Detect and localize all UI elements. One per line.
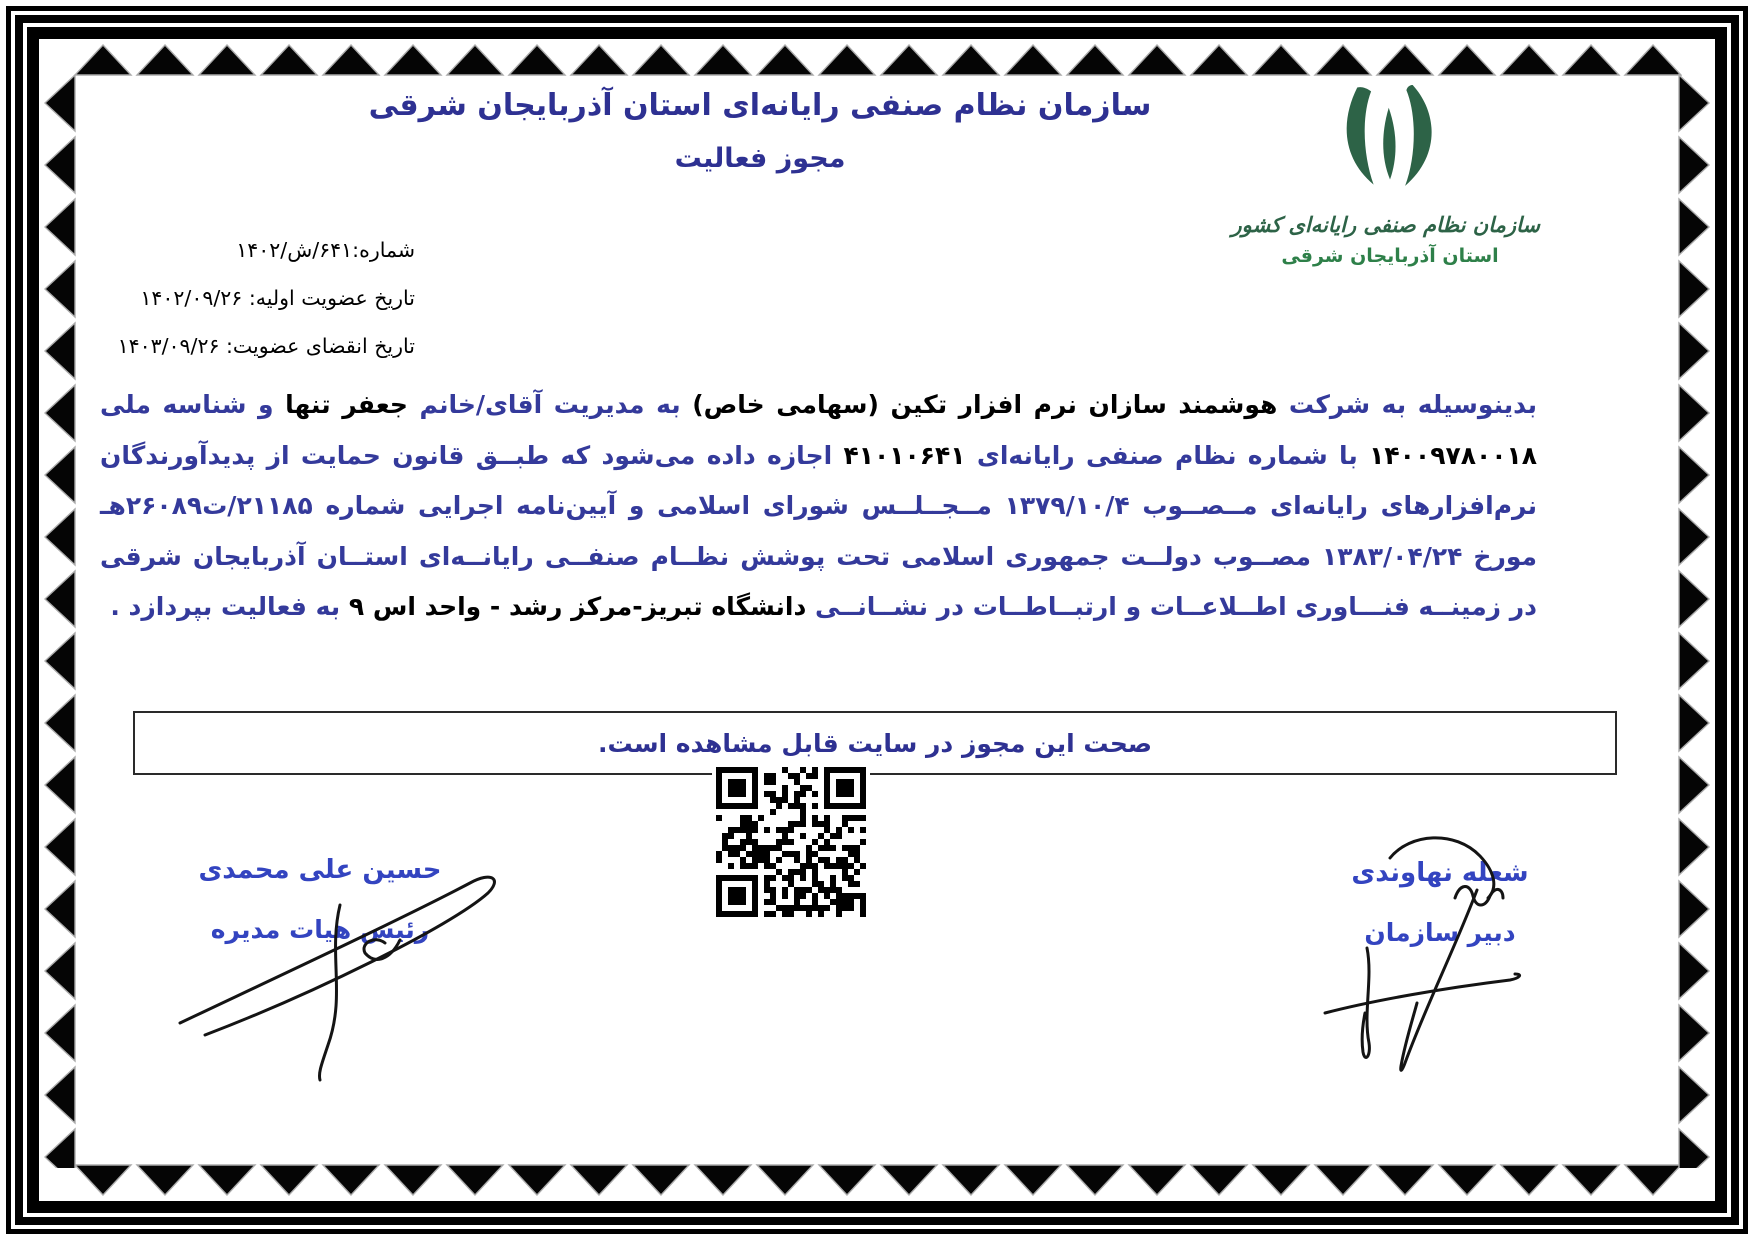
tulip-logo-icon (1325, 80, 1455, 206)
chairman-role: رئیس هیات مدیره (210, 915, 430, 944)
qr-code (712, 763, 870, 921)
body-segment: اجازه داده می‌شود که طبــق قانون حمایت از پدیدآورندگان نرم‌افزارهای رایانه‌ای مــصــوب ۱۳۷۹/۱۰/۴ مــجــلــس شورای اسلامی و آیین‌نامه اجرایی شماره ۲۱۱۸۵/ت۲۶۰۸۹هـ مورخ ۱۳۸۳/۰۴/۲۴ مصــوب دولــت جمهوری اسلامی تحت پوشش نظــام صنفــی رایانــه‌ای استــان آذربایجان شرقی در زمینــه فنـــاوری اطــلاعــات و ارتبــاطــات در نشــانــی (100, 440, 1537, 621)
border-triangles-top (72, 43, 1682, 77)
verify-box (133, 711, 1617, 775)
body-segment: به فعالیت بپردازد . (110, 592, 349, 621)
membership-expiry-date: تاریخ انقضای عضویت: ۱۴۰۳/۰۹/۲۶ (117, 334, 415, 358)
license-number: شماره:۶۴۱/ش/۱۴۰۲ (236, 238, 415, 262)
body-segment: با شماره نظام صنفی رایانه‌ای (965, 440, 1370, 470)
org-title: سازمان نظام صنفی رایانه‌ای استان آذربایجان شرقی (368, 88, 1152, 123)
body-segment: دانشگاه تبریز-مرکز رشد - واحد اس ۹ (348, 592, 807, 621)
border-triangles-bottom (72, 1163, 1682, 1197)
license-title: مجوز فعالیت (674, 143, 846, 174)
license-body (100, 380, 1537, 633)
signature-right (1295, 858, 1585, 947)
secretary-name: شعله نهاوندی (1351, 858, 1529, 888)
meta-block (100, 238, 415, 382)
signature-left (170, 855, 470, 944)
header (280, 88, 1240, 174)
logo-calligraphy: سازمان نظام صنفی رایانه‌ای کشور (1231, 212, 1540, 237)
body-segment: ۱۴۰۰۹۷۸۰۰۱۸ (1369, 440, 1538, 470)
chairman-name: حسین علی محمدی (198, 855, 442, 885)
initial-membership-date: تاریخ عضویت اولیه: ۱۴۰۲/۰۹/۲۶ (140, 286, 415, 310)
logo-province: استان آذربایجان شرقی (1281, 245, 1499, 267)
border-triangles-right (1677, 72, 1711, 1168)
body-segment: ۴۱۰۱۰۶۴۱ (843, 440, 966, 470)
verify-text: صحت این مجوز در سایت قابل مشاهده است. (597, 728, 1153, 758)
body-segment: جعفر تنها (285, 390, 408, 419)
border-triangles-left (43, 72, 77, 1168)
secretary-role: دبیر سازمان (1364, 918, 1516, 947)
body-segment: هوشمند سازان نرم افزار تکین (سهامی خاص) (692, 390, 1278, 419)
body-segment: بدینوسیله به شرکت (1277, 390, 1537, 419)
logo (1231, 80, 1540, 267)
body-segment: و شناسه ملی (100, 390, 286, 419)
body-segment: به مدیریت آقای/خانم (407, 390, 693, 419)
